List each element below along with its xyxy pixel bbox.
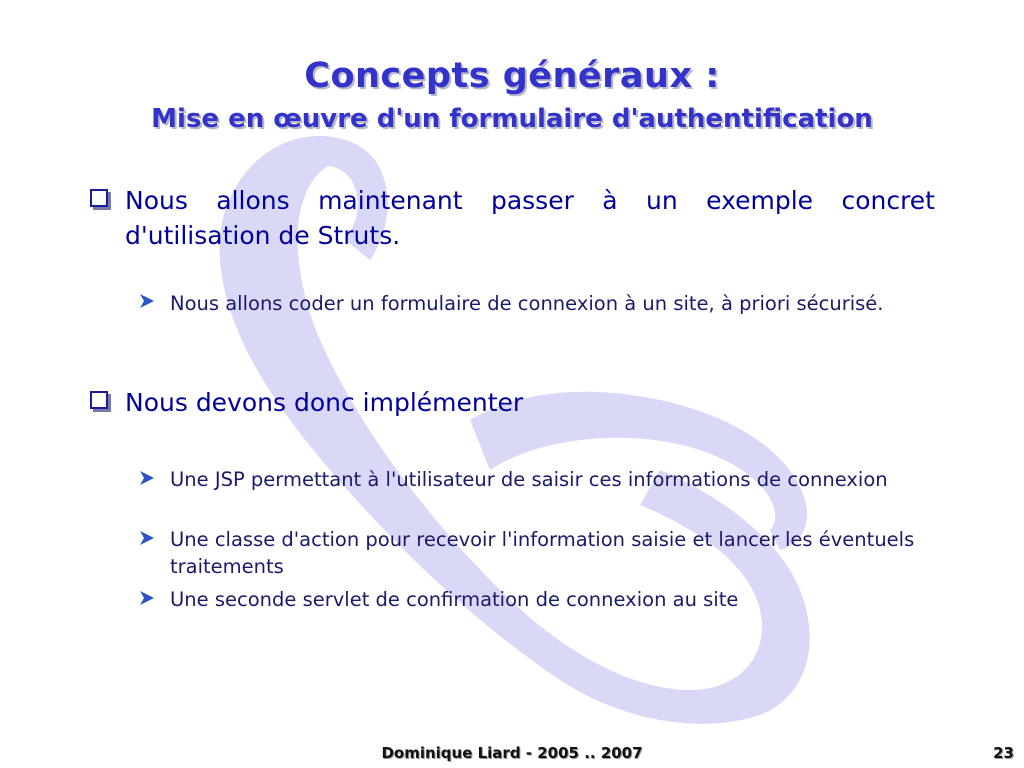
slide-title: Concepts généraux : (304, 56, 720, 96)
bullet-2-subitem-2: Une classe d'action pour recevoir l'information saisie et lancer les éventuels traitements (170, 528, 915, 578)
arrow-bullet-icon (138, 589, 156, 607)
checkbox-bullet-icon (90, 391, 108, 409)
bullet-1 (125, 183, 935, 253)
slide-subtitle: Mise en œuvre d'un formulaire d'authentification (151, 104, 873, 134)
bullet-1-subitem-1: Nous allons coder un formulaire de connexion à un site, à priori sécurisé. (170, 292, 884, 315)
arrow-bullet-icon (138, 469, 156, 487)
page-number: 23 (993, 744, 1014, 762)
bullet-2-subitem-1: Une JSP permettant à l'utilisateur de saisir ces informations de connexion (170, 468, 888, 491)
bullet-2-subitem-3: Une seconde servlet de confirmation de connexion au site (170, 588, 739, 611)
arrow-bullet-icon (138, 529, 156, 547)
bullet-2 (125, 385, 935, 420)
footer-author: Dominique Liard - 2005 .. 2007 (381, 744, 643, 762)
bullet-1-text: Nous allons maintenant passer à un exemple concret d'utilisation de Struts. (125, 186, 935, 250)
arrow-bullet-icon (138, 292, 156, 310)
bullet-2-text: Nous devons donc implémenter (125, 388, 524, 417)
checkbox-bullet-icon (90, 189, 108, 207)
